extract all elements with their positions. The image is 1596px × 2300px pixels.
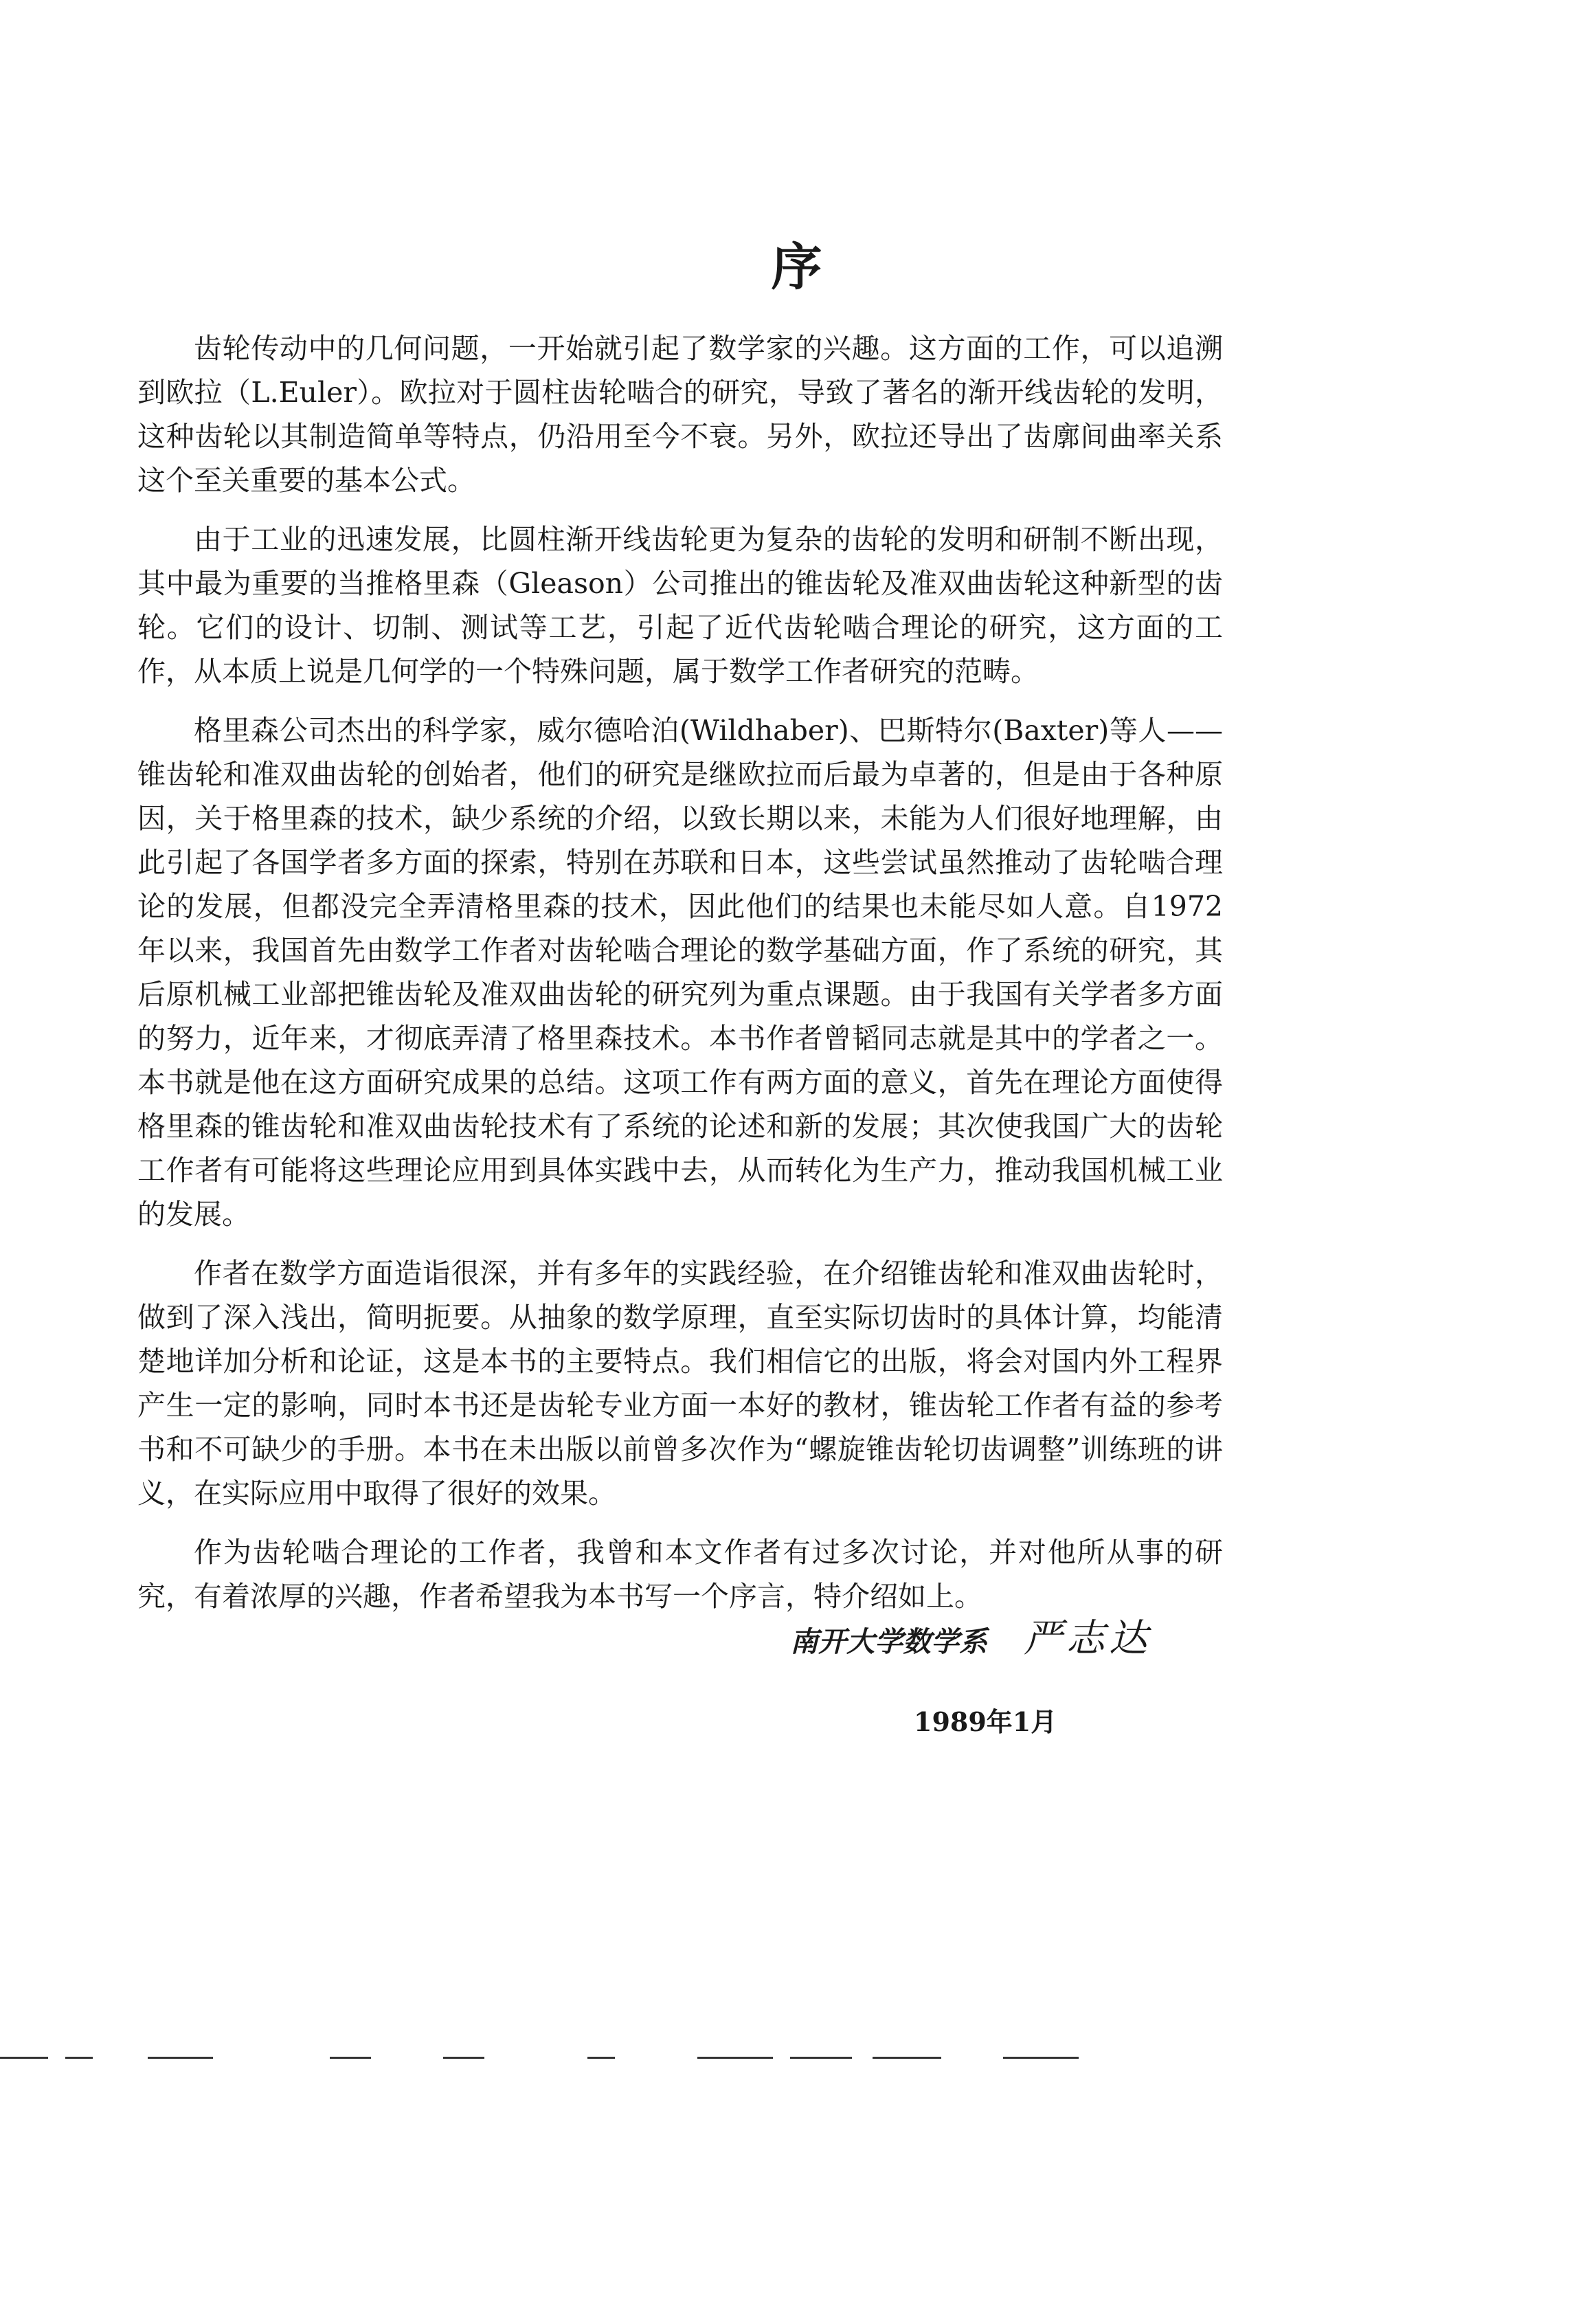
dash-mark [1003, 2057, 1079, 2059]
paragraph: 齿轮传动中的几何问题，一开始就引起了数学家的兴趣。这方面的工作，可以追溯到欧拉（L.Euler）。欧拉对于圆柱齿轮啮合的研究，导致了著名的渐开线齿轮的发明，这种齿轮以其制造简单等特点，仍沿用至今不衰。另外，欧拉还导出了齿廓间曲率关系这个至关重要的基本公式。 [137, 332, 1223, 497]
dash-mark [148, 2057, 213, 2059]
paragraph: 作为齿轮啮合理论的工作者，我曾和本文作者有过多次讨论，并对他所从事的研究，有着浓厚的兴趣，作者希望我为本书写一个序言，特介绍如上。 [137, 1536, 1223, 1613]
preface-body [137, 326, 1223, 1633]
paragraph: 由于工业的迅速发展，比圆柱渐开线齿轮更为复杂的齿轮的发明和研制不断出现，其中最为重要的当推格里森（Gleason）公司推出的锥齿轮及准双曲齿轮这种新型的齿轮。它们的设计、切制、测试等工艺，引起了近代齿轮啮合理论的研究，这方面的工作，从本质上说是几何学的一个特殊问题，属于数学工作者研究的范畴。 [137, 523, 1223, 688]
paragraph: 格里森公司杰出的科学家，威尔德哈泊(Wildhaber)、巴斯特尔(Baxter)等人——锥齿轮和准双曲齿轮的创始者，他们的研究是继欧拉而后最为卓著的，但是由于各种原因，关于格里森的技术，缺少系统的介绍，以致长期以来，未能为人们很好地理解，由此引起了各国学者多方面的探索，特别在苏联和日本，这些尝试虽然推动了齿轮啮合理论的发展，但都没完全弄清格里森的技术，因此他们的结果也未能尽如人意。自1972年以来，我国首先由数学工作者对齿轮啮合理论的数学基础方面，作了系统的研究，其后原机械工业部把锥齿轮及准双曲齿轮的研究列为重点课题。由于我国有关学者多方面的努力，近年来，才彻底弄清了格里森技术。本书作者曾韬同志就是其中的学者之一。本书就是他在这方面研究成果的总结。这项工作有两方面的意义，首先在理论方面使得格里森的锥齿轮和准双曲齿轮技术有了系统的论述和新的发展；其次使我国广大的齿轮工作者有可能将这些理论应用到具体实践中去，从而转化为生产力，推动我国机械工业的发展。 [137, 714, 1223, 1231]
page-title: 序 [771, 238, 825, 297]
author-name: 严志达 [1024, 1616, 1152, 1661]
preface-date: 1989年1月 [914, 1706, 1057, 1737]
dash-mark [587, 2057, 615, 2059]
paragraph: 作者在数学方面造诣很深，并有多年的实践经验，在介绍锥齿轮和准双曲齿轮时，做到了深入浅出，简明扼要。从抽象的数学原理，直至实际切齿时的具体计算，均能清楚地详加分析和论证，这是本书的主要特点。我们相信它的出版，将会对国内外工程界产生一定的影响，同时本书还是齿轮专业方面一本好的教材，锥齿轮工作者有益的参考书和不可缺少的手册。本书在未出版以前曾多次作为“螺旋锥齿轮切齿调整”训练班的讲义，在实际应用中取得了很好的效果。 [137, 1257, 1223, 1510]
signature-block [790, 1608, 1151, 1663]
dash-mark [697, 2057, 773, 2059]
dash-mark [873, 2057, 941, 2059]
dash-mark [0, 2057, 48, 2059]
dash-mark [790, 2057, 852, 2059]
author-affiliation: 南开大学数学系 [790, 1625, 987, 1658]
dash-mark [443, 2057, 484, 2059]
scan-artifact-dashes [0, 2051, 1596, 2065]
dash-mark [330, 2057, 371, 2059]
dash-mark [65, 2057, 93, 2059]
